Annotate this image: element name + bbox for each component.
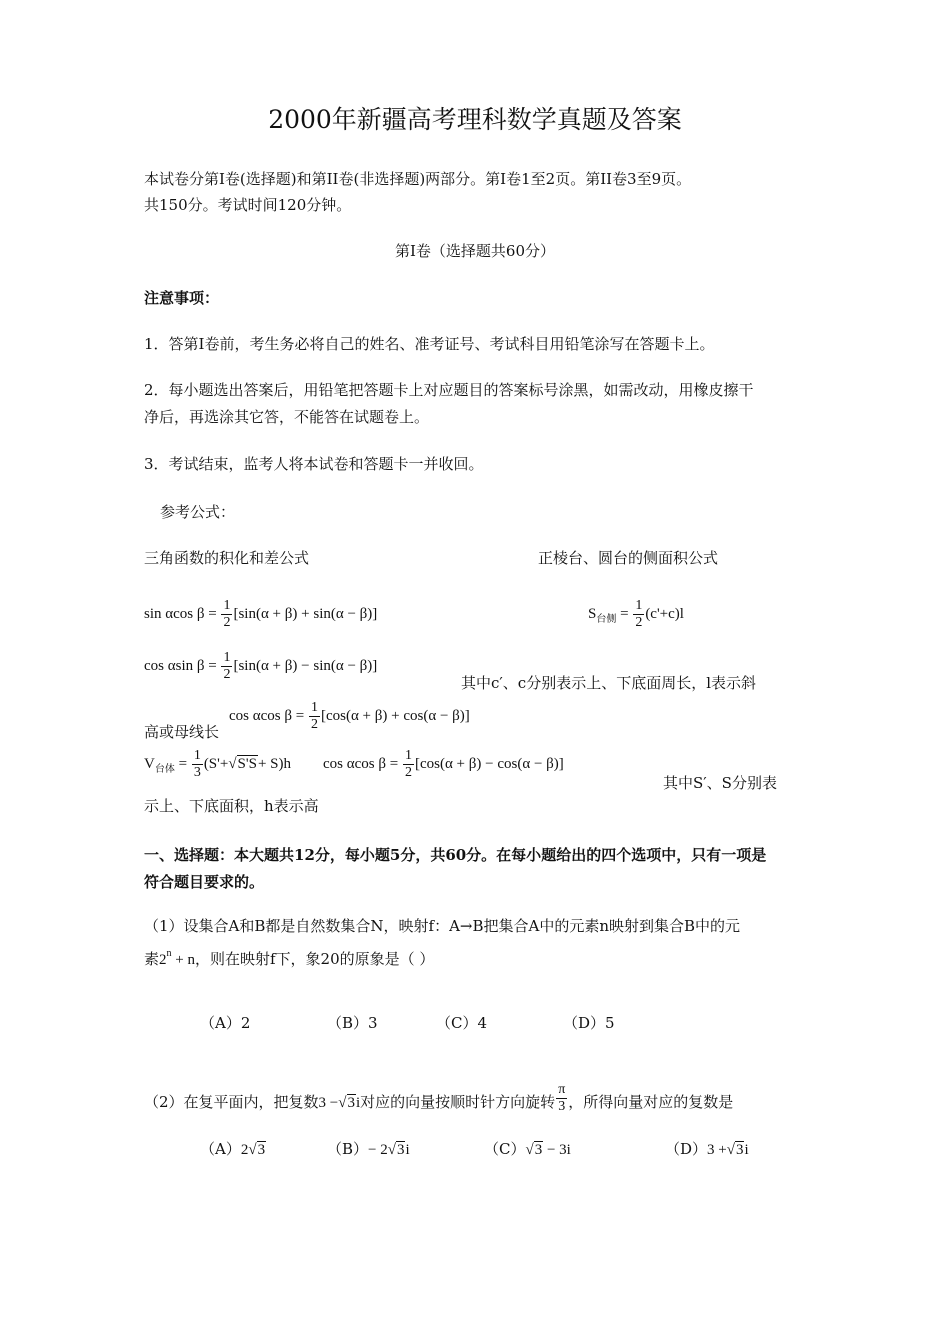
formula-volume: $V_{台体}$ = $\frac{1}{3}$ (S'+√S'S+ S)h xyxy=(144,748,291,780)
fraction-half: $\frac{1}{2}$ xyxy=(223,650,231,682)
q2-option-d: （D）3 +√3i xyxy=(665,1140,749,1158)
part1-instructions-line-1: 一、选择题：本大题共12分，每小题5分，共60分。在每小题给出的四个选项中，只有一项是 xyxy=(144,846,767,864)
q1-option-c: （C）4 xyxy=(436,1014,488,1032)
volume-note-cont: 示上、下底面积，h表示高 xyxy=(144,797,319,815)
volume-note: 其中S′、S分别表 xyxy=(663,774,777,792)
frustum-note: 其中c′、c分别表示上、下底面周长，l表示斜 xyxy=(461,674,757,692)
formula-cos-cos-diff: cos αcos β = $\frac{1}{2}$ [cos(α + β) − cos(α − β)] xyxy=(323,748,564,780)
formula-lateral-area: $S_{台侧}$ = $\frac{1}{2}$ (c'+c)l xyxy=(588,598,684,630)
part1-instructions-line-2: 符合题目要求的。 xyxy=(144,873,265,891)
q2-option-a: （A）2√3 xyxy=(200,1140,266,1158)
q1-option-d: （D）5 xyxy=(563,1014,615,1032)
fraction-half: $\frac{1}{2}$ xyxy=(223,598,231,630)
section-heading: 第Ⅰ卷（选择题共60分） xyxy=(394,242,555,260)
frustum-formula-heading: 正棱台、圆台的侧面积公式 xyxy=(538,549,719,567)
formula-sin-cos: sin αcos β = $\frac{1}{2}$ [sin(α + β) + sin(α − β)] xyxy=(144,598,378,630)
intro-line-1: 本试卷分第Ⅰ卷(选择题)和第II卷(非选择题)两部分。第Ⅰ卷1至2页。第II卷3至9页。 xyxy=(144,170,692,188)
question-1-line-2: 素$2^n + n$，则在映射f下，象20的原象是（ ） xyxy=(144,948,435,968)
note-item-2-line-2: 净后，再选涂其它答，不能答在试题卷上。 xyxy=(144,408,430,426)
fraction-third: $\frac{1}{3}$ xyxy=(193,748,201,780)
page-title: 2000年新疆高考理科数学真题及答案 xyxy=(268,105,682,134)
note-item-1: 1．答第Ⅰ卷前，考生务必将自己的姓名、准考证号、考试科目用铅笔涂写在答题卡上。 xyxy=(144,335,715,353)
q1-option-a: （A）2 xyxy=(200,1014,251,1032)
mapping-expression: $2^n + n$ xyxy=(159,948,195,968)
rotation-angle: $\frac{\pi}{3}$ xyxy=(558,1082,566,1114)
intro-line-2: 共150分。考试时间120分钟。 xyxy=(144,196,352,214)
note-item-3: 3．考试结束，监考人将本试卷和答题卡一并收回。 xyxy=(144,455,484,473)
trig-formula-heading: 三角函数的积化和差公式 xyxy=(144,549,310,567)
q2-option-c: （C）√3 − 3i xyxy=(484,1140,571,1158)
complex-number: 3 −√3i xyxy=(318,1095,361,1111)
q2-option-b: （B）− 2√3i xyxy=(327,1140,410,1158)
question-1-line-1: （1）设集合A和B都是自然数集合N，映射f：A→B把集合A中的元素n映射到集合B中的元 xyxy=(144,917,741,935)
frustum-note-cont: 高或母线长 xyxy=(144,723,220,741)
q1-option-b: （B）3 xyxy=(327,1014,378,1032)
fraction-half: $\frac{1}{2}$ xyxy=(310,700,318,732)
formula-cos-cos-sum: cos αcos β = $\frac{1}{2}$ [cos(α + β) + cos(α − β)] xyxy=(229,700,470,732)
note-item-2-line-1: 2．每小题选出答案后，用铅笔把答题卡上对应题目的答案标号涂黑，如需改动，用橡皮擦干 xyxy=(144,381,754,399)
fraction-half: $\frac{1}{2}$ xyxy=(635,598,643,630)
formula-cos-sin: cos αsin β = $\frac{1}{2}$ [sin(α + β) − sin(α − β)] xyxy=(144,650,378,682)
formula-heading: 参考公式： xyxy=(160,503,236,521)
notes-heading: 注意事项： xyxy=(144,289,220,307)
question-2: （2）在复平面内，把复数3 −√3i对应的向量按顺时针方向旋转 $\frac{\pi}{3}$ ，所得向量对应的复数是 xyxy=(144,1082,734,1114)
fraction-half: $\frac{1}{2}$ xyxy=(404,748,412,780)
